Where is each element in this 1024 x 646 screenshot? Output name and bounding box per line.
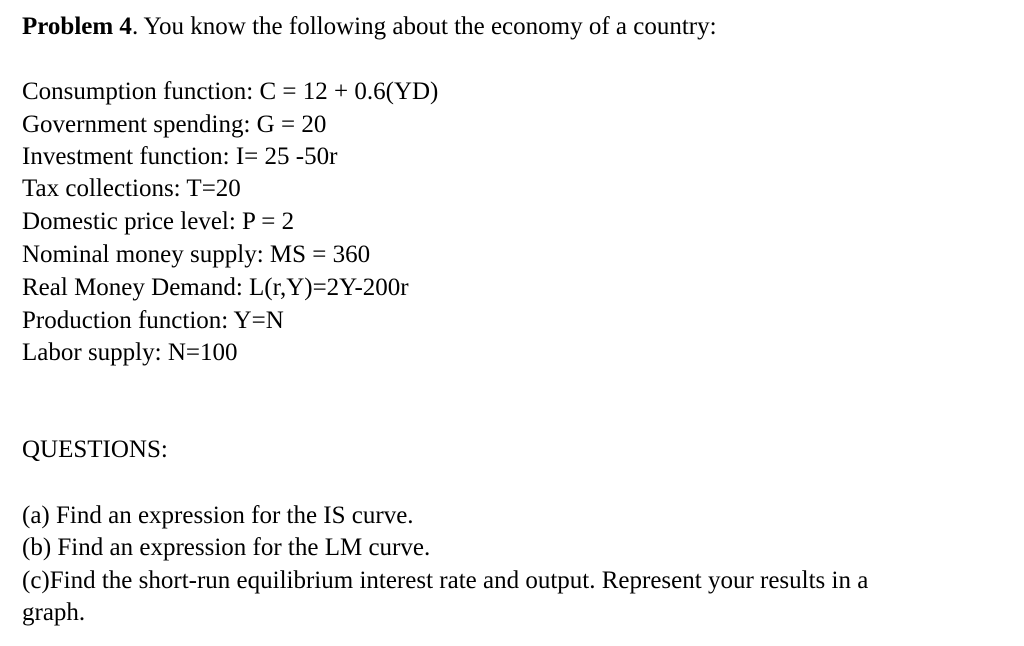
- question-b: (b) Find an expression for the LM curve.: [22, 534, 431, 561]
- fact-tax: Tax collections: T=20: [22, 175, 241, 202]
- question-a: (a) Find an expression for the IS curve.: [22, 502, 414, 529]
- fact-money-supply: Nominal money supply: MS = 360: [22, 241, 371, 268]
- question-c-continued: graph.: [22, 599, 86, 626]
- problem-intro: . You know the following about the economy of a country:: [131, 13, 717, 40]
- fact-labor-supply: Labor supply: N=100: [22, 339, 238, 366]
- questions-heading: QUESTIONS:: [22, 436, 168, 463]
- problem-number: Problem 4: [22, 13, 132, 40]
- fact-government: Government spending: G = 20: [22, 111, 327, 138]
- fact-price-level: Domestic price level: P = 2: [22, 208, 295, 235]
- problem-title: [22, 12, 717, 42]
- question-c: (c)Find the short-run equilibrium interest rate and output. Represent your results in a: [22, 567, 869, 594]
- fact-consumption: Consumption function: C = 12 + 0.6(YD): [22, 78, 439, 105]
- fact-production: Production function: Y=N: [22, 307, 284, 334]
- fact-money-demand: Real Money Demand: L(r,Y)=2Y-200r: [22, 274, 409, 301]
- fact-investment: Investment function: I= 25 -50r: [22, 143, 338, 170]
